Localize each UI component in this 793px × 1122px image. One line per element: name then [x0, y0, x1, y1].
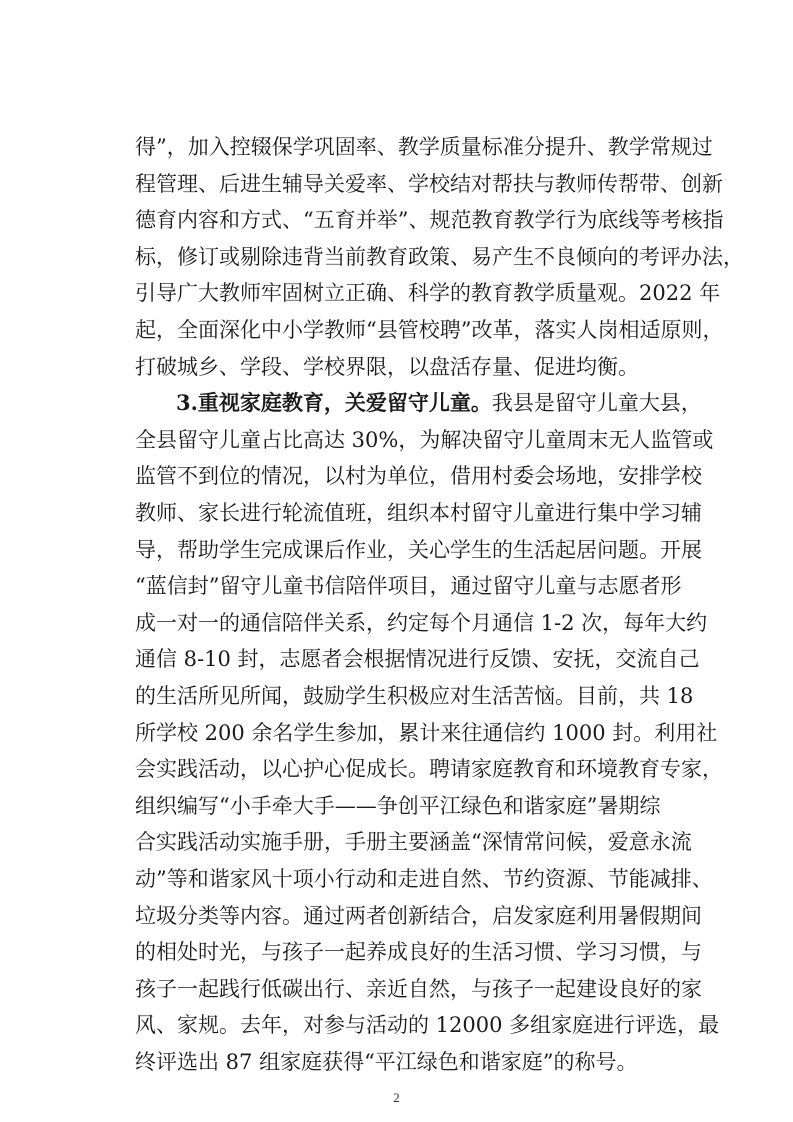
text-line: 打破城乡、学段、学校界限，以盘活存量、促进均衡。 [135, 355, 639, 379]
text-line: 组织编写“小手牵大手——争创平江绿色和谐家庭”暑期综 [135, 794, 661, 818]
text-line: 成一对一的通信陪伴关系，约定每个月通信 1-2 次，每年大约 [135, 611, 708, 635]
text-line: 终评选出 87 组家庭获得“平江绿色和谐家庭”的称号。 [135, 1050, 638, 1074]
text-line: 监管不到位的情况，以村为单位，借用村委会场地，安排学校 [135, 464, 702, 488]
text-line: 风、家规。去年，对参与活动的 12000 多组家庭进行评选，最 [135, 1013, 720, 1037]
text-line: 孩子一起践行低碳出行、亲近自然，与孩子一起建设良好的家 [135, 977, 702, 1001]
text-line: 标，修订或剔除违背当前教育政策、易产生不良倾向的考评办法， [135, 245, 744, 269]
text-line: 垃圾分类等内容。通过两者创新结合，启发家庭利用暑假期间 [135, 904, 702, 928]
page-number: 2 [393, 1090, 400, 1105]
paragraph-first-line [176, 386, 702, 420]
text-line: 德育内容和方式、“五育并举”、规范教育教学行为底线等考核指 [135, 208, 724, 232]
text-line: 导，帮助学生完成课后作业，关心学生的生活起居问题。开展 [135, 538, 702, 562]
text-line: 合实践活动实施手册，手册主要涵盖“深情常问候，爱意永流 [135, 830, 692, 854]
text-line: 引导广大教师牢固树立正确、科学的教育教学质量观。2022 年 [135, 281, 721, 305]
text-line: 起，全面深化中小学教师“县管校聘”改革，落实人岗相适原则， [135, 318, 724, 342]
text-line: 得”，加入控辍保学巩固率、教学质量标准分提升、教学常规过 [135, 135, 713, 159]
text-line: 通信 8-10 封，志愿者会根据情况进行反馈、安抚，交流自己 [135, 647, 700, 671]
text-line: 会实践活动，以心护心促成长。聘请家庭教育和环境教育专家， [135, 757, 723, 781]
text-line: 的相处时光，与孩子一起养成良好的生活习惯、学习习惯，与 [135, 940, 702, 964]
section-heading: 3.重视家庭教育，关爱留守儿童。 [176, 390, 492, 415]
text-line: 动”等和谐家风十项小行动和走进自然、节约资源、节能减排、 [135, 867, 713, 891]
text-line: 程管理、后进生辅导关爱率、学校结对帮扶与教师传帮带、创新 [135, 172, 723, 196]
text-line: “蓝信封”留守儿童书信陪伴项目，通过留守儿童与志愿者形 [135, 574, 682, 598]
text-segment: 我县是留守儿童大县， [491, 391, 702, 415]
text-line: 全县留守儿童占比高达 30%，为解决留守儿童周末无人监管或 [135, 428, 714, 452]
text-line: 的生活所见所闻，鼓励学生积极应对生活苦恼。目前，共 18 [135, 684, 694, 708]
text-line: 所学校 200 余名学生参加，累计来往通信约 1000 封。利用社 [135, 721, 718, 745]
text-line: 教师、家长进行轮流值班，组织本村留守儿童进行集中学习辅 [135, 501, 702, 525]
